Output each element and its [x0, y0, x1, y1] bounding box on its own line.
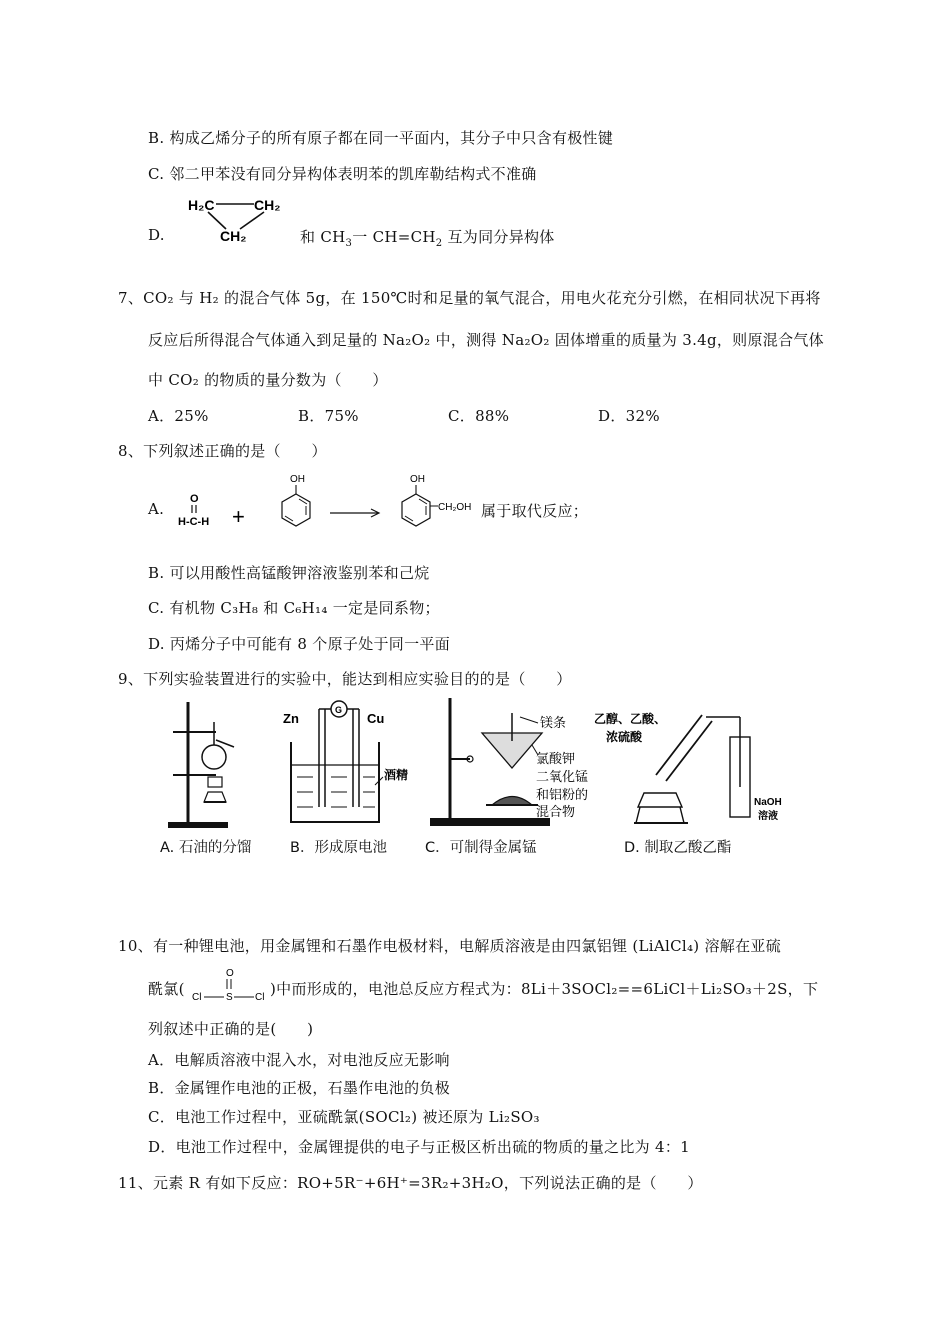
naoh-label-1: NaOH	[754, 797, 782, 808]
mix-label-3: 混合物	[536, 804, 576, 819]
ring-top-left-label: H₂C	[188, 197, 215, 213]
ring-bottom-label: CH₂	[220, 228, 247, 244]
reagents-label-2: 浓硫酸	[606, 730, 643, 744]
q9-caption-c: C．可制得金属锰	[425, 840, 537, 856]
formaldehyde-o: O	[190, 493, 199, 505]
q7-stem-line2: 反应后所得混合气体通入到足量的 Na₂O₂ 中，测得 Na₂O₂ 固体增重的质量为 3.4g，则原混合气体	[148, 331, 824, 349]
q10-stem-line2-post: )中而形成的，电池总反应方程式为：8Li＋3SOCl₂==6LiCl＋Li₂SO₃＋2S，下	[270, 980, 819, 998]
mix-label-2: 和铝粉的	[536, 787, 589, 802]
q8-option-c: C. 有机物 C₃H₈ 和 C₆H₁₄ 一定是同系物；	[148, 599, 440, 617]
q10-option-c: C．电池工作过程中，亚硫酰氯(SOCl₂) 被还原为 Li₂SO₃	[148, 1108, 540, 1126]
apparatus-d-ester	[594, 697, 784, 832]
q8-stem: 8、下列叙述正确的是（ ）	[118, 442, 327, 460]
reagents-label-1: 乙醇、乙酸、	[594, 712, 667, 726]
alcohol-label: 酒精	[384, 768, 409, 782]
svg-text:O: O	[226, 968, 234, 979]
q6-option-c: C. 邻二甲苯没有同分异构体表明苯的凯库勒结构式不准确	[148, 165, 537, 183]
q8-option-a-label: A.	[148, 500, 165, 518]
q7-option-d: D．32%	[598, 407, 660, 425]
apparatus-a-distillation	[168, 697, 248, 832]
thionyl-chloride-structure	[192, 965, 270, 1003]
q6-option-b: B. 构成乙烯分子的所有原子都在同一平面内，其分子中只含有极性键	[148, 129, 614, 147]
q10-option-d: D．电池工作过程中，金属锂提供的电子与正极区析出硫的物质的量之比为 4：1	[148, 1138, 690, 1156]
q9-caption-b: B．形成原电池	[290, 840, 387, 856]
naoh-label-2: 溶液	[758, 811, 778, 822]
svg-text:Cl: Cl	[255, 992, 265, 1003]
svg-text:G: G	[335, 705, 343, 715]
ring-top-right-label: CH₂	[254, 197, 281, 213]
kclo3-label: 氯酸钾	[536, 751, 576, 766]
svg-text:S: S	[226, 992, 233, 1003]
q9-caption-d: D. 制取乙酸乙酯	[624, 840, 732, 856]
product-ch2oh: CH₂OH	[438, 502, 472, 513]
apparatus-c-thermite	[430, 693, 590, 833]
plus-sign: +	[232, 504, 245, 529]
q8-option-b: B. 可以用酸性高锰酸钾溶液鉴别苯和己烷	[148, 564, 430, 582]
q7-stem-line3: 中 CO₂ 的物质的量分数为（ ）	[148, 371, 388, 389]
q10-stem-line3: 列叙述中正确的是( )	[148, 1020, 314, 1038]
mg-strip-label: 镁条	[540, 715, 567, 730]
q9-stem: 9、下列实验装置进行的实验中，能达到相应实验目的的是（ ）	[118, 670, 572, 688]
svg-text:Cl: Cl	[192, 992, 202, 1003]
q10-stem-line1: 10、有一种锂电池，用金属锂和石墨作电极材料，电解质溶液是由四氯铝锂 (LiAlCl₄) 溶解在亚硫	[118, 937, 782, 955]
zn-label: Zn	[283, 711, 299, 726]
q10-option-b: B．金属锂作电池的正极，石墨作电池的负极	[148, 1079, 451, 1097]
formaldehyde-hch: H-C-H	[178, 516, 210, 528]
cyclopropane-structure	[188, 192, 298, 246]
cu-label: Cu	[367, 711, 385, 726]
q7-option-a: A．25%	[148, 407, 209, 425]
q11-stem: 11、元素 R 有如下反应：RO+5R⁻+6H⁺=3R₂+3H₂O，下列说法正确的是（ ）	[118, 1174, 703, 1192]
q10-option-a: A．电解质溶液中混入水，对电池反应无影响	[148, 1051, 450, 1069]
q8-option-a-tail: 属于取代反应；	[481, 502, 589, 520]
q6-option-d-label: D.	[148, 226, 165, 244]
mix-label-1: 二氧化锰	[536, 769, 589, 784]
q7-stem-line1: 7、CO₂ 与 H₂ 的混合气体 5g，在 150℃时和足量的氧气混合，用电火花充分引燃，在相同状况下再将	[118, 289, 821, 307]
phenol-oh: OH	[290, 474, 305, 485]
product-oh: OH	[410, 474, 425, 485]
q10-stem-line2-pre: 酰氯(	[148, 980, 185, 998]
q7-option-c: C．88%	[448, 407, 510, 425]
q8-option-d: D. 丙烯分子中可能有 8 个原子处于同一平面	[148, 635, 451, 653]
q9-caption-a: A. 石油的分馏	[160, 840, 252, 856]
q7-option-b: B．75%	[298, 407, 359, 425]
apparatus-b-cell	[283, 697, 413, 832]
q6-option-d-text: 和 $CH_3$一 $CH=CH_2$ 互为同分异构体	[300, 228, 555, 249]
